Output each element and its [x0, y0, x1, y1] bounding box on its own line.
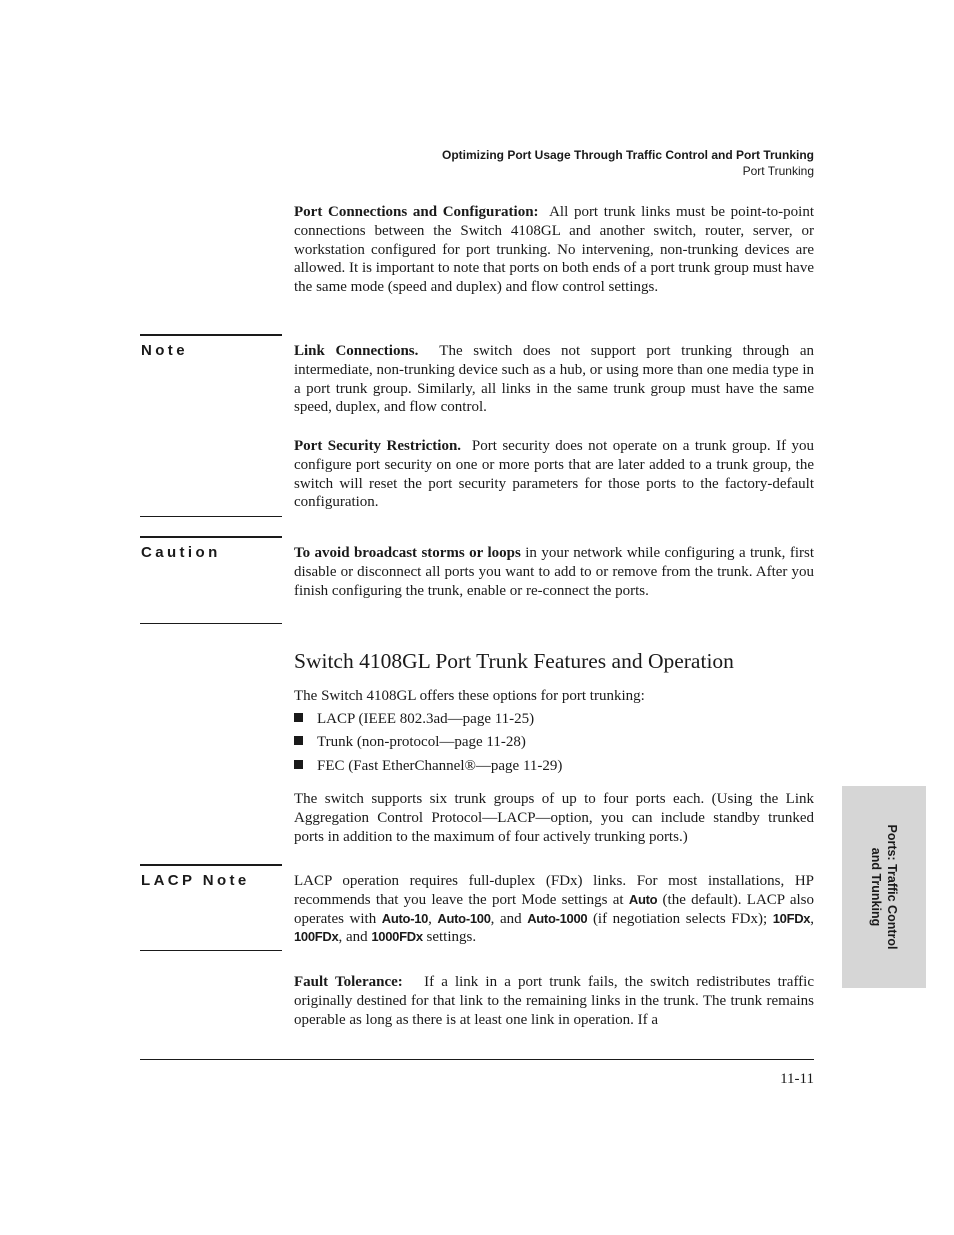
thumb-tab-line-2: and Trunking	[869, 847, 883, 927]
bullet-text: FEC (Fast EtherChannel®—page 11-29)	[317, 758, 563, 774]
fault-tolerance-paragraph	[294, 973, 814, 1029]
lacp-text-5: , and	[338, 929, 368, 946]
lacp-text-2: (the default). LACP also operates with	[294, 891, 815, 927]
lacp-note-top-rule	[140, 864, 282, 866]
lacp-text-1: LACP operation requires full-duplex (FDx) links. For most installations, HP recommends that you leave the port Mode settings at	[294, 873, 814, 908]
lacp-text-3: , and	[490, 910, 522, 927]
fdx-10-setting: 10FDx	[772, 910, 811, 926]
lacp-note-paragraph	[294, 872, 814, 947]
bullet-text: LACP (IEEE 802.3ad—page 11-25)	[317, 711, 535, 727]
bullet-item	[294, 733, 526, 752]
chapter-thumb-tab	[842, 786, 926, 988]
thumb-tab-label	[868, 787, 900, 987]
auto-10-setting: Auto-10	[381, 910, 429, 926]
link-connections-text: The switch does not support port trunking through an intermediate, non-trunking device such as a hub, or using more than one media type in a port trunk group. Similarly, all links in the same trunk group must have the same speed, duplex, and flow control.	[294, 343, 814, 416]
port-connections-text: All port trunk links must be point-to-point connections between the Switch 4108GL and another switch, router, server, or workstation configured for port trunking. No intervening, non-trunking devices are allowed. It is important to note that ports on both ends of a port trunk group must have the same mode (speed and duplex) and flow control settings.	[294, 204, 814, 296]
section-intro: The Switch 4108GL offers these options for port trunking:	[294, 688, 645, 704]
caution-label: Caution	[141, 544, 221, 561]
lacp-text-6: settings.	[426, 929, 477, 946]
fault-tolerance-text: If a link in a port trunk fails, the switch redistributes traffic originally destined for that link to the remaining links in the trunk. The trunk remains operable as long as there is at least one link in operation. If a	[294, 974, 815, 1028]
caution-bottom-rule	[140, 623, 282, 624]
section-heading: Switch 4108GL Port Trunk Features and Operation	[294, 649, 734, 673]
caution-lead: To avoid broadcast storms or loops	[294, 545, 521, 561]
port-security-text: Port security does not operate on a trunk group. If you configure port security on one or more ports that are later added to a trunk group, the switch will reset the port security parameters for those ports to the factory-default configuration.	[294, 438, 815, 511]
link-connections-lead: Link Connections.	[294, 343, 419, 359]
link-connections-paragraph	[294, 342, 814, 417]
lacp-text-4: (if negotiation selects FDx);	[592, 910, 768, 927]
bullet-text: Trunk (non-protocol—page 11-28)	[317, 734, 526, 750]
port-security-paragraph	[294, 437, 814, 512]
caution-text: in your network while configuring a trunk, first disable or disconnect all ports you want to add to or remove from the trunk. After you finish configuring the trunk, enable or re-connect the ports.	[294, 545, 815, 599]
thumb-tab-line-1: Ports: Traffic Control	[885, 824, 899, 950]
auto-100-setting: Auto-100	[437, 910, 491, 926]
lacp-comma-1: ,	[428, 910, 432, 927]
bullet-item	[294, 757, 562, 776]
port-security-lead: Port Security Restriction.	[294, 438, 462, 454]
note-label: Note	[141, 342, 188, 359]
lacp-comma-2: ,	[810, 910, 814, 927]
page-number: 11-11	[780, 1071, 814, 1087]
port-connections-paragraph	[294, 203, 814, 297]
fdx-100-setting: 100FDx	[294, 929, 339, 945]
bullet-square-icon	[294, 736, 303, 745]
bullet-square-icon	[294, 760, 303, 769]
chapter-title: Optimizing Port Usage Through Traffic Control and Port Trunking	[442, 148, 814, 162]
bullet-square-icon	[294, 713, 303, 722]
bullet-item	[294, 710, 534, 729]
caution-top-rule	[140, 536, 282, 538]
caution-paragraph	[294, 544, 814, 600]
note-top-rule	[140, 334, 282, 336]
section-title: Port Trunking	[742, 164, 814, 178]
auto-setting: Auto	[628, 891, 658, 907]
lacp-note-bottom-rule	[140, 950, 282, 951]
fdx-1000-setting: 1000FDx	[371, 929, 423, 945]
lacp-note-label: LACP Note	[141, 872, 250, 889]
note-bottom-rule	[140, 516, 282, 517]
auto-1000-setting: Auto-1000	[527, 910, 588, 926]
fault-tolerance-lead: Fault Tolerance:	[294, 974, 403, 990]
port-connections-lead: Port Connections and Configuration:	[294, 204, 539, 220]
footer-rule	[140, 1059, 814, 1060]
trunk-groups-paragraph: The switch supports six trunk groups of up to four ports each. (Using the Link Aggregation Control Protocol—LACP—option, you can include standby trunked ports in addition to the maximum of four actively trunking ports.)	[294, 791, 814, 845]
